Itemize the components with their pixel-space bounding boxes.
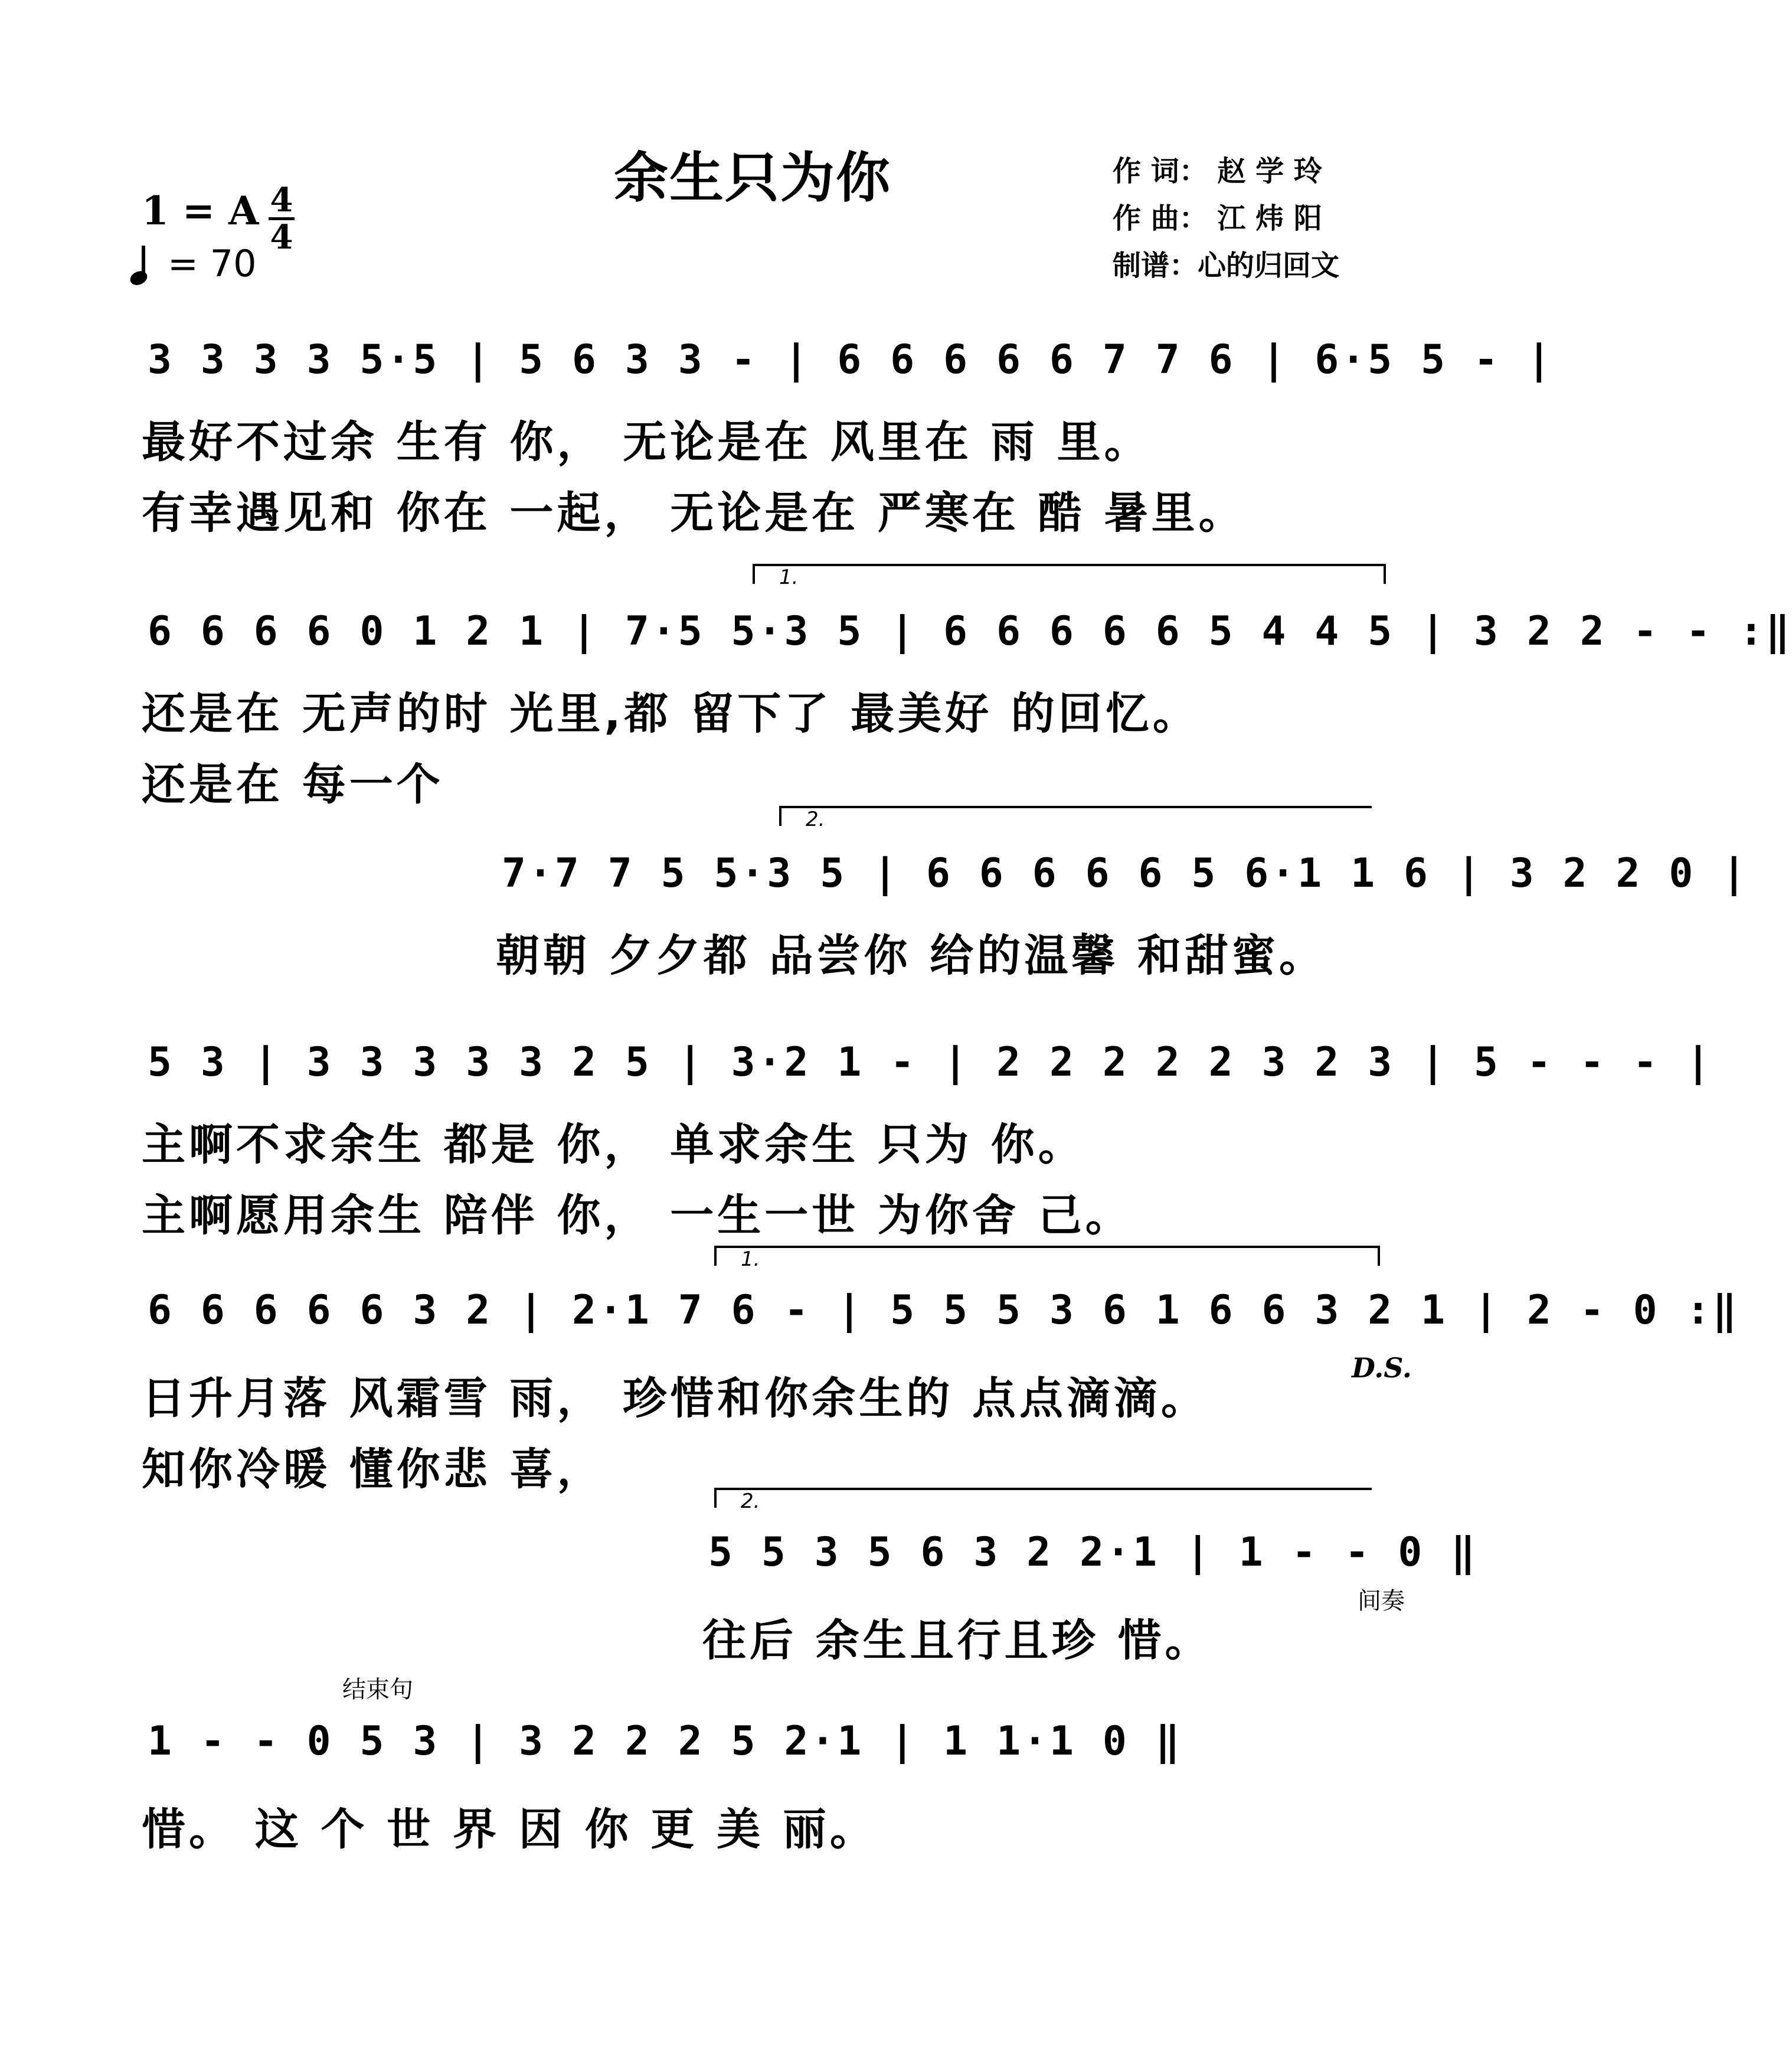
- system-1-lyrics-2: 有幸遇见和 你在 一起， 无论是在 严寒在 酷 暑里。: [142, 488, 1246, 538]
- system-4-lyrics-1: 主啊不求余生 都是 你， 单求余生 只为 你。: [142, 1119, 1085, 1170]
- song-title: 余生只为你: [614, 146, 892, 210]
- volta-label-2: 2.: [806, 808, 825, 831]
- system-2-lyrics-2: 还是在 每一个: [142, 759, 444, 810]
- system-5-lyrics-2: 知你冷暖 懂你悲 喜，: [142, 1444, 604, 1495]
- system-3-lyrics-1: 朝朝 夕夕都 品尝你 给的温馨 和甜蜜。: [496, 930, 1327, 981]
- time-signature-bottom: 4: [270, 218, 293, 257]
- system-4-notes: 5 3 | 3 3 3 3 3 2 5 | 3·2 1 - | 2 2 2 2 2 3 2 3 | 5 - - - |: [148, 1039, 1713, 1086]
- tempo-marking: [142, 242, 257, 285]
- volta-label-3: 1.: [741, 1247, 760, 1271]
- system-6-lyrics-1: 往后 余生且行且珍 惜。: [702, 1615, 1212, 1666]
- system-2-notes: 6 6 6 6 0 1 2 1 | 7·5 5·3 5 | 6 6 6 6 6 5 4 4 5 | 3 2 2 - - :‖: [148, 608, 1792, 655]
- dal-segno-mark: D.S.: [1352, 1352, 1412, 1384]
- tempo-value: = 70: [168, 242, 257, 285]
- time-signature-top: 4: [270, 181, 293, 220]
- ending-label: 结束句: [342, 1676, 413, 1703]
- lyricist: 作 词： 赵 学 玲: [1113, 155, 1322, 188]
- system-2-lyrics-1: 还是在 无声的时 光里,都 留下了 最美好 的回忆。: [142, 688, 1200, 739]
- system-5-lyrics-1: 日升月落 风霜雪 雨， 珍惜和你余生的 点点滴滴。: [142, 1373, 1209, 1424]
- time-signature: [269, 181, 295, 257]
- quarter-note-icon: [142, 246, 156, 281]
- volta-bracket-4: [714, 1488, 1372, 1508]
- credits: [1113, 148, 1339, 289]
- volta-bracket-2: [779, 806, 1372, 826]
- volta-bracket-3: [714, 1246, 1380, 1266]
- notation-credit: 制谱：心的归回文: [1113, 249, 1340, 282]
- interlude-label: 间奏: [1358, 1587, 1405, 1615]
- system-1-notes: 3 3 3 3 5·5 | 5 6 3 3 - | 6 6 6 6 6 7 7 6 | 6·5 5 - |: [148, 337, 1554, 383]
- composer: 作 曲： 江 炜 阳: [1113, 202, 1322, 235]
- system-6-notes: 5 5 3 5 6 3 2 2·1 | 1 - - 0 ‖: [708, 1529, 1478, 1576]
- key-signature: 1 = A: [142, 188, 259, 234]
- system-5-notes: 6 6 6 6 6 3 2 | 2·1 7 6 - | 5 5 5 3 6 1 6 6 3 2 1 | 2 - 0 :‖: [148, 1287, 1739, 1334]
- system-7-lyrics-1: 惜。 这 个 世 界 因 你 更 美 丽。: [142, 1804, 877, 1855]
- volta-label-4: 2.: [741, 1489, 760, 1513]
- volta-bracket-1: [753, 564, 1386, 584]
- system-4-lyrics-2: 主啊愿用余生 陪伴 你， 一生一世 为你舍 己。: [142, 1190, 1133, 1241]
- system-1-lyrics-1: 最好不过余 生有 你， 无论是在 风里在 雨 里。: [142, 417, 1152, 468]
- system-7-notes: 1 - - 0 5 3 | 3 2 2 2 5 2·1 | 1 1·1 0 ‖: [148, 1718, 1182, 1765]
- system-3-notes: 7·7 7 5 5·3 5 | 6 6 6 6 6 5 6·1 1 6 | 3 2 2 0 |: [502, 850, 1749, 897]
- volta-label-1: 1.: [779, 566, 799, 589]
